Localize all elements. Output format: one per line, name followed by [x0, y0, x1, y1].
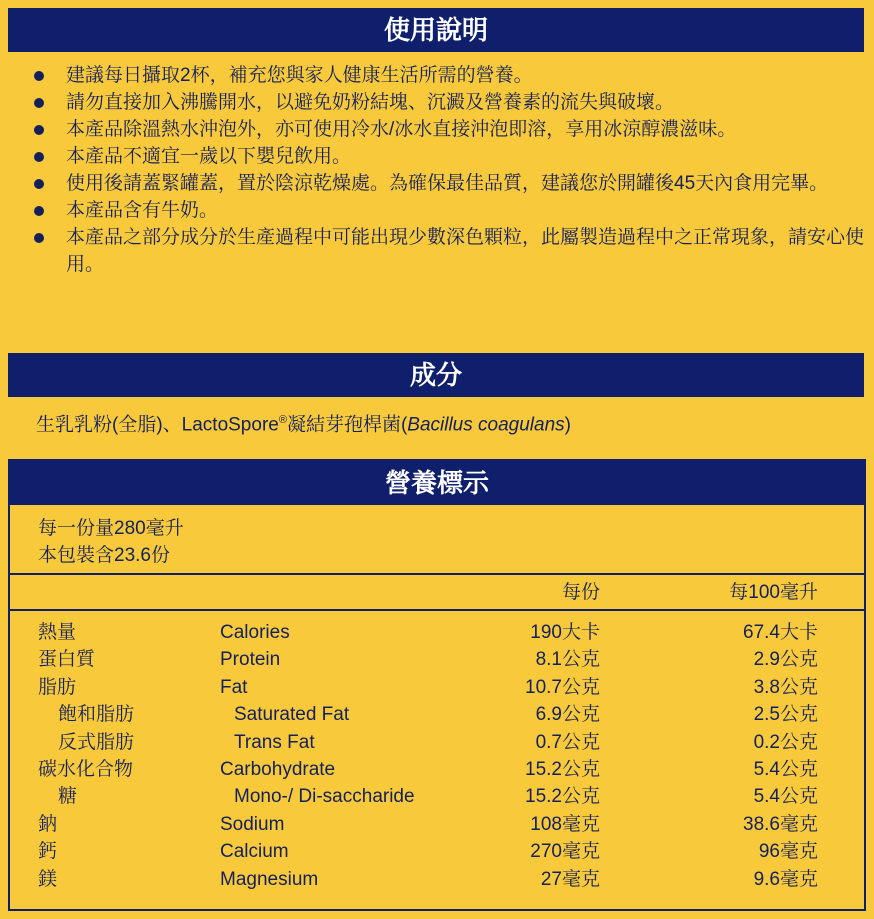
nutrition-row [10, 646, 864, 673]
nutrient-name-zh: 鈣 [38, 841, 58, 863]
usage-item [28, 170, 864, 197]
nutrition-row [10, 783, 864, 810]
value-per-serving: 8.1公克 [535, 649, 600, 671]
nutrition-rows [10, 619, 864, 893]
usage-item [28, 197, 864, 224]
value-per-100ml: 3.8公克 [753, 676, 818, 698]
nutrition-row [10, 729, 864, 756]
nutrition-panel [8, 459, 866, 911]
col-per-100ml: 每100毫升 [729, 582, 818, 603]
serving-size: 每一份量280毫升 [38, 518, 184, 539]
bullet-icon [34, 125, 44, 135]
ingredients-title: 成分 [8, 353, 864, 397]
ingredients-middle: 凝結芽孢桿菌( [286, 414, 408, 436]
nutrient-name-en: Protein [220, 649, 281, 671]
value-per-serving: 0.7公克 [535, 731, 600, 753]
value-per-100ml: 5.4公克 [753, 786, 818, 808]
usage-item [28, 62, 864, 89]
value-per-100ml: 0.2公克 [753, 731, 818, 753]
nutrient-name-zh: 飽和脂肪 [58, 704, 135, 726]
value-per-100ml: 96毫克 [758, 841, 818, 863]
nutrient-name-en: Mono-/ Di-saccharide [234, 786, 415, 808]
usage-item [28, 116, 864, 143]
usage-title: 使用說明 [8, 8, 864, 52]
nutrition-row [10, 866, 864, 893]
usage-item [28, 89, 864, 116]
nutrient-name-en: Sodium [220, 813, 285, 835]
bullet-icon [34, 233, 44, 243]
nutrition-row [10, 838, 864, 865]
nutrient-name-zh: 熱量 [38, 622, 77, 643]
nutrition-row [10, 674, 864, 701]
nutrient-name-en: Saturated Fat [234, 704, 350, 726]
bullet-icon [34, 179, 44, 189]
nutrient-name-en: Carbohydrate [220, 758, 336, 780]
registered-mark: ® [278, 414, 287, 426]
nutrition-row [10, 811, 864, 838]
usage-item-text: 建議每日攝取2杯，補充您與家人健康生活所需的營養。 [66, 65, 533, 86]
divider [10, 573, 864, 575]
usage-item-text: 請勿直接加入沸騰開水，以避免奶粉結塊、沉澱及營養素的流失與破壞。 [66, 92, 675, 113]
bullet-icon [34, 152, 44, 162]
ingredients-prefix: 生乳乳粉(全脂)、LactoSpore [36, 414, 279, 436]
bullet-icon [34, 98, 44, 108]
value-per-serving: 15.2公克 [525, 786, 600, 808]
value-per-serving: 270毫克 [530, 841, 600, 863]
nutrition-row [10, 756, 864, 783]
usage-item-text: 使用後請蓋緊罐蓋，置於陰涼乾燥處。為確保最佳品質，建議您於開罐後45天內食用完畢。 [66, 173, 829, 194]
nutrition-row [10, 619, 864, 646]
value-per-serving: 108毫克 [530, 813, 600, 835]
value-per-serving: 15.2公克 [525, 758, 600, 780]
value-per-100ml: 5.4公克 [753, 758, 818, 780]
serving-info [38, 515, 184, 569]
ingredients-latin: Bacillus coagulans [407, 414, 565, 436]
bullet-icon [34, 206, 44, 216]
nutrient-name-zh: 脂肪 [38, 676, 77, 698]
servings-per-pack: 本包裝含23.6份 [38, 545, 170, 566]
nutrient-name-zh: 鈉 [38, 813, 58, 835]
bullet-icon [34, 71, 44, 81]
value-per-serving: 27毫克 [540, 868, 600, 890]
value-per-serving: 190大卡 [530, 622, 600, 643]
nutrient-name-zh: 糖 [58, 786, 78, 808]
usage-list [28, 62, 864, 278]
usage-item [28, 224, 864, 278]
nutrient-name-zh: 碳水化合物 [38, 758, 134, 780]
usage-item-text: 本產品含有牛奶。 [66, 200, 219, 221]
nutrient-name-en: Magnesium [220, 868, 319, 890]
nutrient-name-zh: 反式脂肪 [58, 731, 135, 753]
nutrition-title: 營養標示 [10, 461, 864, 505]
nutrition-row [10, 701, 864, 728]
nutrient-name-en: Trans Fat [234, 731, 315, 753]
value-per-serving: 10.7公克 [525, 676, 600, 698]
value-per-100ml: 9.6毫克 [753, 868, 818, 890]
value-per-100ml: 2.9公克 [753, 649, 818, 671]
divider [10, 609, 864, 611]
nutrient-name-zh: 蛋白質 [38, 649, 96, 671]
usage-item-text: 本產品之部分成分於生產過程中可能出現少數深色顆粒，此屬製造過程中之正常現象，請安心使用。 [66, 227, 865, 275]
value-per-100ml: 2.5公克 [753, 704, 818, 726]
usage-item-text: 本產品除溫熱水沖泡外，亦可使用冷水/冰水直接沖泡即溶，享用冰涼醇濃滋味。 [66, 119, 737, 140]
col-per-serving: 每份 [561, 582, 600, 603]
ingredients-text [36, 407, 856, 438]
value-per-serving: 6.9公克 [535, 704, 600, 726]
usage-item-text: 本產品不適宜一歲以下嬰兒飲用。 [66, 146, 352, 167]
nutrient-name-en: Fat [220, 676, 248, 698]
nutrient-name-en: Calcium [220, 841, 289, 863]
ingredients-suffix: ) [564, 414, 571, 436]
nutrient-name-en: Calories [220, 622, 290, 643]
value-per-100ml: 38.6毫克 [743, 813, 818, 835]
value-per-100ml: 67.4大卡 [743, 622, 818, 643]
usage-item [28, 143, 864, 170]
nutrient-name-zh: 鎂 [38, 868, 58, 890]
